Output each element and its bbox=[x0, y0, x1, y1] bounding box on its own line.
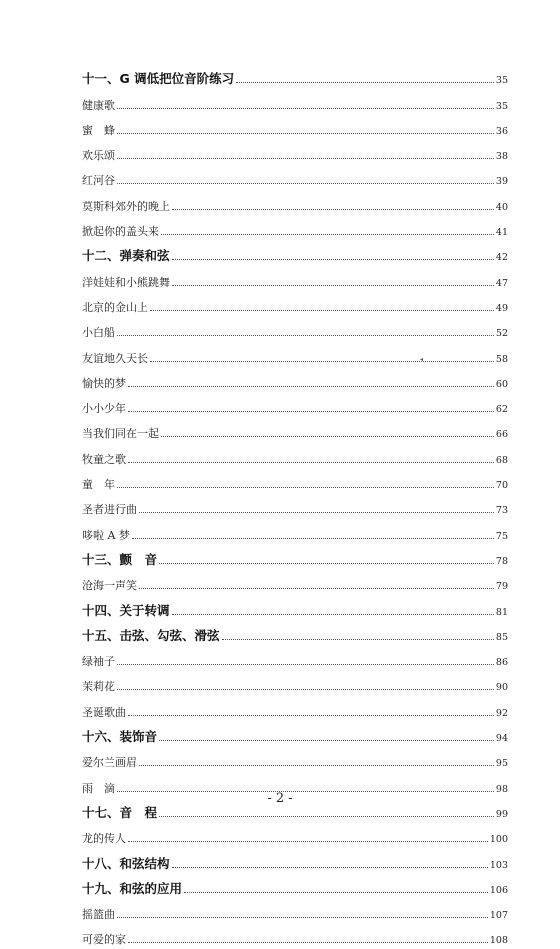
page-number: - 2 - bbox=[267, 791, 293, 806]
dot-leader bbox=[117, 487, 494, 488]
toc-page-number: 47 bbox=[495, 277, 508, 289]
dot-leader bbox=[159, 563, 494, 564]
toc-title: 摇篮曲 bbox=[82, 908, 115, 922]
toc-section-heading bbox=[82, 545, 508, 570]
dot-leader bbox=[117, 689, 494, 690]
dot-leader bbox=[184, 892, 488, 893]
toc-title: 牧童之歌 bbox=[82, 452, 126, 466]
toc-section-heading bbox=[82, 595, 508, 620]
toc-page-number: 42 bbox=[495, 252, 508, 264]
toc-page-number: 79 bbox=[495, 581, 508, 593]
toc-entry bbox=[82, 266, 508, 291]
toc-title: 愉快的梦 bbox=[82, 376, 126, 390]
dot-leader bbox=[132, 538, 494, 539]
toc-page-number: 85 bbox=[495, 631, 508, 643]
toc-title: 茉莉花 bbox=[82, 680, 115, 694]
toc-entry bbox=[82, 292, 508, 317]
toc-page-number: 92 bbox=[495, 707, 508, 719]
toc-entry bbox=[82, 342, 508, 367]
dot-leader bbox=[222, 639, 494, 640]
toc-title: 红河谷 bbox=[82, 174, 115, 188]
toc-entry bbox=[82, 899, 508, 924]
toc-title: 绿袖子 bbox=[82, 655, 115, 669]
toc-title: 童 年 bbox=[82, 478, 115, 492]
toc-entry bbox=[82, 418, 508, 443]
toc-title: 十一、G 调低把位音阶练习 bbox=[82, 71, 235, 87]
toc-entry bbox=[82, 519, 508, 544]
toc-page-number: 100 bbox=[489, 834, 508, 846]
toc-page-number: 41 bbox=[495, 227, 508, 239]
toc-page-number: 75 bbox=[495, 530, 508, 542]
toc-title: 圣者进行曲 bbox=[82, 503, 137, 517]
toc-title: 雨 滴 bbox=[82, 781, 115, 795]
toc-page-number: 35 bbox=[495, 75, 508, 87]
toc-entry bbox=[82, 646, 508, 671]
toc-page-number: 60 bbox=[495, 378, 508, 390]
toc-title: 当我们同在一起 bbox=[82, 427, 159, 441]
toc-entry bbox=[82, 165, 508, 190]
toc-page-number: 52 bbox=[495, 328, 508, 340]
dot-leader bbox=[117, 917, 488, 918]
toc-title: 健康歌 bbox=[82, 98, 115, 112]
toc-title: 十七、音 程 bbox=[82, 804, 158, 820]
toc-entry bbox=[82, 89, 508, 114]
toc-title: 十二、弹奏和弦 bbox=[82, 248, 170, 264]
toc-page-number: 62 bbox=[495, 404, 508, 416]
toc-title: 莫斯科郊外的晚上 bbox=[82, 199, 170, 213]
dot-leader bbox=[159, 816, 494, 817]
toc-page-number: 106 bbox=[489, 884, 508, 896]
toc-entry bbox=[82, 190, 508, 215]
dot-leader bbox=[128, 942, 488, 943]
toc-entry bbox=[82, 924, 508, 949]
toc-page-number: 58 bbox=[495, 353, 508, 365]
dot-leader bbox=[139, 512, 494, 513]
toc-title: 欢乐颂 bbox=[82, 149, 115, 163]
dot-leader bbox=[172, 259, 494, 260]
toc-title: 十三、颤 音 bbox=[82, 551, 158, 567]
toc-title: 洋娃娃和小熊跳舞 bbox=[82, 275, 170, 289]
dot-leader bbox=[161, 436, 494, 437]
toc-entry bbox=[82, 671, 508, 696]
toc-page-number: 73 bbox=[495, 505, 508, 517]
toc-page-number: 39 bbox=[495, 176, 508, 188]
toc-entry bbox=[82, 823, 508, 848]
toc-section-heading bbox=[82, 621, 508, 646]
toc-title: 小白船 bbox=[82, 326, 115, 340]
toc-page-number: 99 bbox=[495, 808, 508, 820]
toc-title: 圣诞歌曲 bbox=[82, 705, 126, 719]
dot-leader bbox=[172, 209, 494, 210]
toc-page-number: 90 bbox=[495, 682, 508, 694]
toc-page-number: 66 bbox=[495, 429, 508, 441]
toc-title: 蜜 蜂 bbox=[82, 123, 115, 137]
toc-entry bbox=[82, 368, 508, 393]
toc-title: 龙的传人 bbox=[82, 832, 126, 846]
toc-entry bbox=[82, 494, 508, 519]
dot-leader bbox=[139, 588, 494, 589]
toc-section-heading bbox=[82, 848, 508, 873]
toc-title: 小小少年 bbox=[82, 402, 126, 416]
dot-leader bbox=[128, 715, 494, 716]
toc-section-heading bbox=[82, 241, 508, 266]
toc-entry bbox=[82, 115, 508, 140]
dot-leader bbox=[236, 82, 494, 83]
dot-leader bbox=[172, 867, 488, 868]
toc-title: 掀起你的盖头来 bbox=[82, 225, 159, 239]
toc-entry bbox=[82, 140, 508, 165]
toc-entry bbox=[82, 747, 508, 772]
stray-mark-icon: ◂ bbox=[420, 356, 424, 363]
toc-page-number: 103 bbox=[489, 859, 508, 871]
toc-page-number: 70 bbox=[495, 480, 508, 492]
toc-title: 友谊地久天长 bbox=[82, 351, 148, 365]
dot-leader bbox=[117, 335, 494, 336]
toc-page-number: 38 bbox=[495, 151, 508, 163]
toc-entry bbox=[82, 393, 508, 418]
dot-leader bbox=[172, 285, 494, 286]
dot-leader bbox=[128, 411, 494, 412]
toc-entry bbox=[82, 570, 508, 595]
dot-leader bbox=[117, 158, 494, 159]
toc-entry bbox=[82, 469, 508, 494]
toc-page-number: 108 bbox=[489, 935, 508, 947]
toc-page-number: 107 bbox=[489, 910, 508, 922]
dot-leader bbox=[172, 614, 494, 615]
dot-leader bbox=[117, 664, 494, 665]
dot-leader bbox=[128, 841, 488, 842]
table-of-contents bbox=[82, 64, 508, 949]
toc-title: 爱尔兰画眉 bbox=[82, 756, 137, 770]
dot-leader bbox=[128, 462, 494, 463]
toc-title: 北京的金山上 bbox=[82, 300, 148, 314]
toc-entry bbox=[82, 443, 508, 468]
dot-leader bbox=[150, 310, 494, 311]
toc-section-heading bbox=[82, 64, 508, 89]
dot-leader bbox=[161, 234, 494, 235]
toc-entry bbox=[82, 317, 508, 342]
toc-page-number: 40 bbox=[495, 201, 508, 213]
toc-page-number: 95 bbox=[495, 758, 508, 770]
toc-page-number: 94 bbox=[495, 733, 508, 745]
toc-title: 十八、和弦结构 bbox=[82, 855, 170, 871]
toc-section-heading bbox=[82, 722, 508, 747]
toc-title: 十六、装饰音 bbox=[82, 729, 158, 745]
toc-title: 十五、击弦、勾弦、滑弦 bbox=[82, 627, 220, 643]
toc-title: 哆啦 A 梦 bbox=[82, 528, 130, 542]
toc-page-number: 49 bbox=[495, 302, 508, 314]
dot-leader bbox=[150, 361, 494, 362]
toc-page-number: 86 bbox=[495, 657, 508, 669]
dot-leader bbox=[117, 108, 494, 109]
toc-title: 沧海一声笑 bbox=[82, 579, 137, 593]
dot-leader bbox=[117, 133, 494, 134]
toc-title: 十九、和弦的应用 bbox=[82, 880, 183, 896]
dot-leader bbox=[159, 740, 494, 741]
toc-page-number: 35 bbox=[495, 100, 508, 112]
toc-page-number: 68 bbox=[495, 454, 508, 466]
toc-title: 十四、关于转调 bbox=[82, 602, 170, 618]
dot-leader bbox=[139, 765, 494, 766]
toc-entry bbox=[82, 216, 508, 241]
toc-page-number: 36 bbox=[495, 125, 508, 137]
toc-section-heading bbox=[82, 874, 508, 899]
dot-leader bbox=[128, 386, 494, 387]
dot-leader bbox=[117, 183, 494, 184]
toc-page-number: 78 bbox=[495, 555, 508, 567]
toc-page-number: 81 bbox=[495, 606, 508, 618]
toc-entry bbox=[82, 696, 508, 721]
toc-title: 可爱的家 bbox=[82, 933, 126, 947]
toc-page-number: 98 bbox=[495, 783, 508, 795]
